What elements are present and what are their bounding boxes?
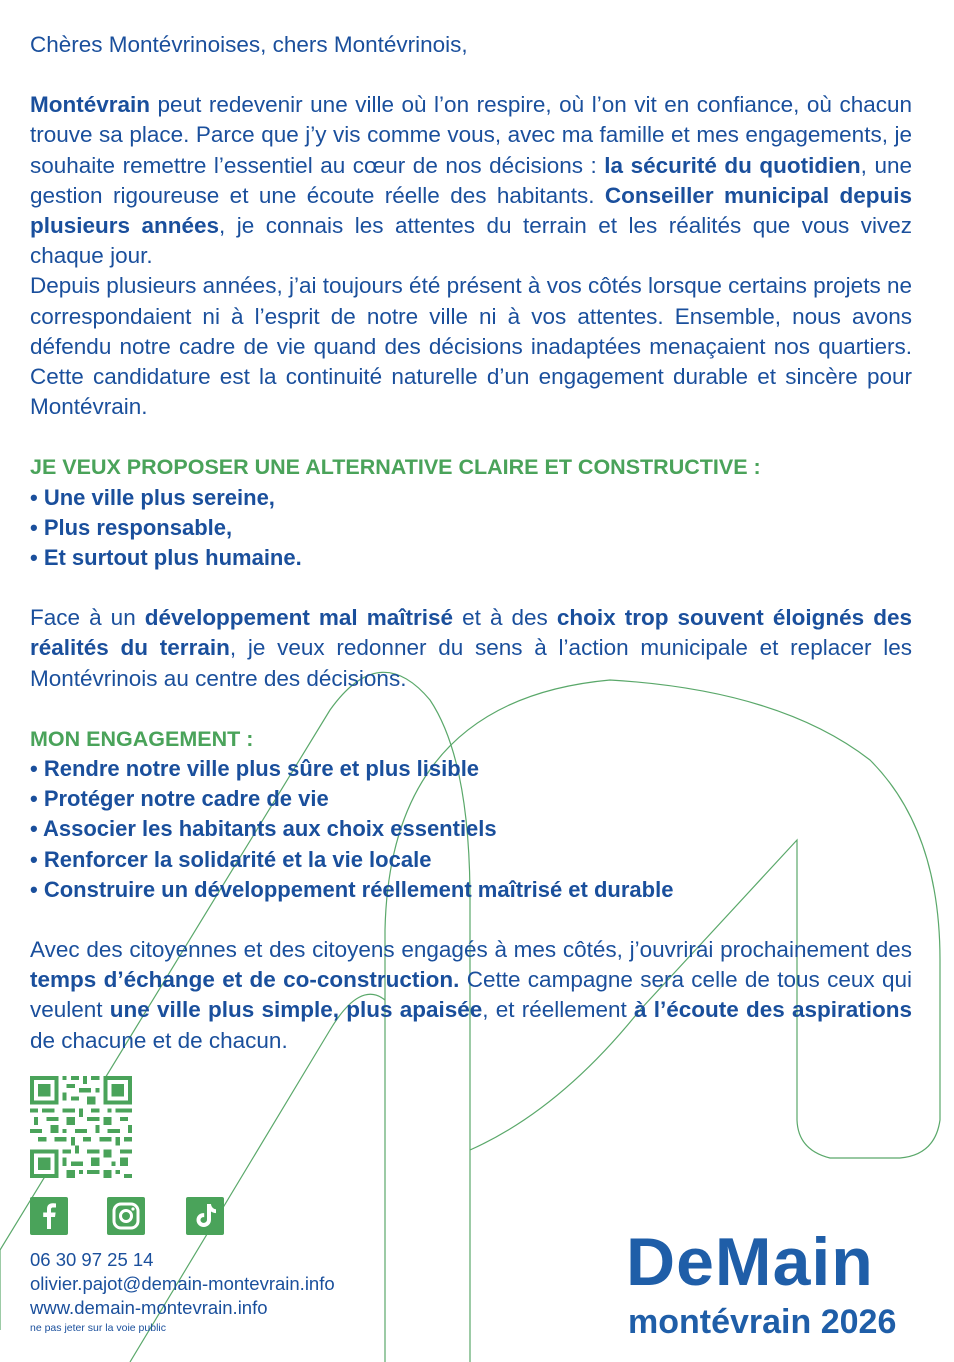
paragraph-engagement: Depuis plusieurs années, j’ai toujours été présent à vos côtés lorsque certains projets ne correspondaient ni à l’esprit de notre ville ni à vos attentes. Ensemble, nous avons défendu notre cadre de vie quand des décisions inadaptées menaçaient nos quartiers. Cette candidature est la continuité naturelle d’un engagement durable et sincère pour Montévrain. [30,273,912,420]
website-link[interactable]: www.demain-montevrain.info [30,1297,268,1318]
paragraph-development: Face à un développement mal maîtrisé et à des choix trop souvent éloignés des réalités du terrain, je veux redonner du sens à l’action municipale et replacer les Montévrinois au centre des décisions. [30,605,912,691]
list-item: • Rendre notre ville plus sûre et plus lisible [30,756,480,782]
list-item: • Protéger notre cadre de vie [30,786,329,812]
list-item: • Associer les habitants aux choix essentiels [30,816,497,842]
disposal-note: ne pas jeter sur la voie public [30,1322,166,1334]
heading-engagement: MON ENGAGEMENT : [30,726,254,751]
tiktok-icon[interactable] [186,1197,224,1235]
list-item: • Construire un développement réellement maîtrisé et durable [30,876,674,902]
greeting: Chères Montévrinoises, chers Montévrinois, [30,32,468,57]
list-item: • Plus responsable, [30,514,233,540]
logo-subtitle: montévrain 2026 [628,1303,897,1341]
list-item: • Et surtout plus humaine. [30,545,302,571]
letter-body [30,30,912,1056]
instagram-icon[interactable] [107,1197,145,1235]
list-item: • Une ville plus sereine, [30,484,275,510]
contact-block [30,1248,335,1320]
paragraph-campaign: Avec des citoyennes et des citoyens engagés à mes côtés, j’ouvrirai prochainement des temps d’échange et de co-construction. Cette campagne sera celle de tous ceux qui veulent une ville plus simple, plus apaisée, et réellement à l’écoute des aspirations de chacune et de chacun. [30,937,913,1053]
list-item: • Renforcer la solidarité et la vie locale [30,846,432,872]
logo-title: DeMain [626,1224,874,1300]
phone-number[interactable]: 06 30 97 25 14 [30,1249,154,1270]
qr-code[interactable] [30,1076,132,1178]
facebook-icon[interactable] [30,1197,68,1235]
email-link[interactable]: olivier.pajot@demain-montevrain.info [30,1273,335,1294]
demain-logo [626,1222,926,1342]
heading-alternative: JE VEUX PROPOSER UNE ALTERNATIVE CLAIRE ET CONSTRUCTIVE : [30,455,761,480]
paragraph-intro: Montévrain peut redevenir une ville où l’on respire, où l’on vit en confiance, où chacun trouve sa place. Parce que j’y vis comme vous, avec ma famille et mes engagements, je souhaite remettre l’essentiel au cœur de nos décisions : la sécurité du quotidien, une gestion rigoureuse et une écoute réelle des habitants. Conseiller municipal depuis plusieurs années, je connais les attentes du terrain et les réalités que vous vivez chaque jour. [30,92,912,269]
